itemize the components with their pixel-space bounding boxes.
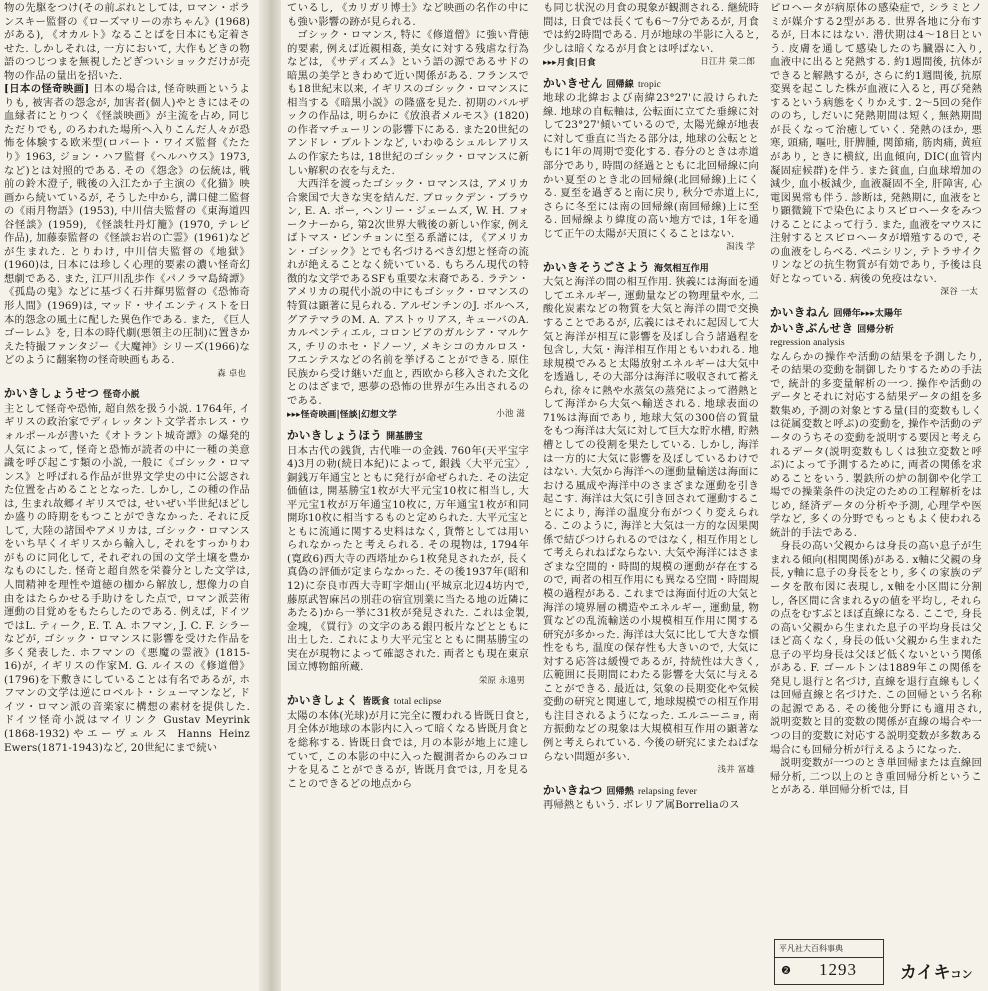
- headword: かいきせん: [543, 75, 603, 90]
- entry-kaiki-sen: [543, 77, 759, 255]
- entry-body: 再帰熱ともいう. ボレリア属Borreliaのス: [543, 799, 740, 812]
- column-3: [543, 2, 759, 957]
- entry-body: 日本古代の銭貨, 古代唯一の金銭. 760年(天平宝字4)3月の勅(続日本紀)によって, 銀銭〈大平元宝〉, 銅銭万年通宝とともに発行が命ぜられた. その法定価値は, 開基勝宝1枚が大平元宝10枚に相当し, 大平元宝1枚が万年通宝10枚に, 万年通宝1枚が和同開珎10枚に相当するものと定められた. 大平元宝とともに流通に関する史料はなく, 貨幣としては用いられなかったと考えられる. その現物は, 1794年(寛政6)西大寺の西塔址から1枚発見されたが, 長く真偽の評価が定まらなかった. その後1937年(昭和12)に奈良市西大寺町字畑山(平城京北辺4坊内で, 藤原武智麻呂の別荘の宿宜別業に当たる地の近隣にあたる)から一挙に31枚が発見された. これは金製, 金塊, 《買行》の文字のある銀円板片などとともに出土した. これにより大平元宝とともに開基勝宝の実在が現物によって確認された. 両者とも現在東京国立博物館所蔵.: [287, 444, 529, 674]
- headword: かいきしょうほう: [287, 427, 383, 442]
- page-gutter: [259, 0, 281, 991]
- entry-body: 主として怪奇や恐怖, 超自然を扱う小説. 1764年, イギリスの政治家でディレッタント文学者ホレス・ウォルポールが書いた《オトラント城奇譚》の爆発的人気によって, 怪奇と恐怖が読者の中に一種の美意識を呼び起こす類の小説, 一般に《ゴシック・ロマンス》と呼ばれる作品が世界文学史の中に公認された位置を占めることとなった. しかし, この種の作品は, 生まれ故郷イギリスでは, せいぜい半世紀ほどしか盛りの時期をもつことができなかった. それに反して, 大陸の諸国やアメリカは, ゴシック・ロマンスをいち早くイギリスから輸入し, それをすっかりわがものに同化して, それぞれの国の文学土壌を豊かなものにした. 怪奇と超自然を栄養分とした文学は, 人間精神を理性や道徳の枷から解放し, 想像力の自由をはたらかせる手助けをした点で, ロマン派芸術運動の目覚めをもたらしたのである. 例えば, ドイツではL. ティーク, E. T. A. ホフマン, J. C. F. シラーなどが, ゴシック・ロマンスに影響を受けた作品を多く発表した. ホフマンの《悪魔の霊液》(1815-16)が, イギリスの作家M. G. ルイスの《修道僧》(1796)を下敷きにしていることは有名であるが, ホフマンの文学は逆にロベルト・シューマンなど, ドイツ・ロマン派の音楽家に構想の素材を提供した. ドイツ怪奇小説はマイリンク Gustav Meyrink (1868-1932)やエーヴェルス Hanns Heinz Ewers(1871-1943)など, 20世紀にまで続い: [4, 402, 250, 754]
- entry-body: 地球の北緯および南緯23°27'に設けられた線. 地球の自転軸は, 公転面に立てた垂線に対して23°27'傾いているので, 太陽光線が地表に対して垂直に当たる部分は, 地球の公転とともに1年の周期で変化する. 春分のときは赤道部分であり, 時間の経過とともに北回帰線に向かい夏至のとき北の回帰線(北回帰線)上にくる. 夏至を過ぎると南に戻り, 秋分で赤道上に, さらに冬至には南の回帰線(南回帰線)上に至る. 回帰線より緯度の高い地方では, 1年を通じて正午の太陽が天頂にくることはない.: [543, 92, 759, 240]
- english-term: tropic: [637, 79, 661, 90]
- headword: かいきそうごさよう: [543, 259, 651, 274]
- english-term: regression analysis: [770, 338, 845, 349]
- author-credit: 深谷 一太: [940, 287, 978, 298]
- headword-kanji: 開基勝宝: [386, 431, 423, 442]
- author-credit: 小池 滋: [496, 409, 525, 420]
- headword: かいきしょく: [287, 693, 359, 708]
- paragraph: ゴシック・ロマンス, 特に《修道僧》に強い背徳的要素, 例えば近親相姦, 美女に対する残虐な行為などは, 《サディズム》という語の源であるサドの暗黒の美学ときわめて近い関係がある. フランスでも18世紀末以来, イギリスのゴシック・ロマンスに相当する《暗黒小説》の隆盛を見た. 初期のバルザックの作品は, 明らかに《放浪者メルモス》(1820)の作者マチューリンの影響下にある. また20世紀のアンドレ・ブルトンなど, いわゆるシュルレアリスムの作家たちは, 18世紀のゴシック・ロマンスに新しい解釈の衣を与えた.: [287, 29, 529, 177]
- volume-mark: ❷: [781, 964, 791, 977]
- page-footer-box: [774, 939, 884, 985]
- headword-kanji: 回帰熱: [606, 786, 634, 797]
- index-end: コン: [950, 968, 973, 981]
- headword-kanji: 怪奇小説: [103, 390, 140, 401]
- entry-body: 大気と海洋の間の相互作用. 狭義には海面を通してエネルギー, 運動量などの物理量や水, 二酸化炭素などの物質を大気と海洋の間で交換することであるが, 広義にはそれに起因して大気と海洋が相互に影響を及ぼし合う諸過程を包含し, 大気・海洋相互作用ともいわれる. 地球規模でみると太陽放射エネルギーは大気中を透過し, その大部分は海洋に吸収されて蓄えられ, 徐々に熱や水蒸気の蒸発によって潜熱として海洋から大気へ輸送される. 地球表面の71%は海面であり, 地球大気の300倍の質量をもつ海洋は大気に対して巨大な貯水槽, 貯熱槽としての役割を果たしている. しかし, 海洋は一方的に大気に影響を及ぼしているわけではない. 大気から海洋への運動量輸送は海面における風成や海洋中のさまざまな運動を引き起こす. 海洋は大気に引き回されて運動することにより, 海洋の温度分布がつくり変えられる. このように, 海洋と大気は一方的な因果関係で結びつけられるのではなく, 相互作用として考えられねばならない. 大気や海洋にはさまざまな空間的・時間的規模の運動が存在するので, 両者の相互作用にも異なる空間・時間規模の過程がある. これまでは海面付近の大気と海洋の境界層の構造やエネルギー, 運動量, 物質などの乱流輸送の小規模相互作用に関する研究が多かった. 海洋は大気に比して大きな慣性をもち, 温度の保存性も大きいので, 大気に対する応答は緩慢であるが, 持続性は大きく, 広範囲に長期間にわたる影響を大気に与えることができる. 最近は, 気象の長期変化や気候変動の研究と関連して, 地球規模での相互作用も注目されるようになった. エルニーニョ, 南方振動などの現象は大規模相互作用の顕著な例と考えられている. 今後の研究にまたねばならない問題が多い.: [543, 276, 759, 763]
- author-credit: 森 卓也: [217, 368, 246, 379]
- entry-kaiki-bunseki: [770, 322, 982, 798]
- paragraph: 日本の場合は, 怪奇映画というよりも, 被害者の怨念が, 加害者(個人)やときにはその血縁者にとりつく《怪談映画》が主流を占め, 同じただりでも, のろわれた場所へ入りこんだ人々が恐怖を体験する欧米型(ロバート・ワイズ監督《たたり》1963, ジョン・ハフ監督《ヘルハウス》1973, など)とは対照的である. その《怨念》の伝統は, 戦前の鈴木澄子, 戦後の入江たか子主演の《化猫》映画から続いているが, そうした中から, 溝口健二監督の《雨月物語》(1953), 中川信夫監督の《東海道四谷怪談》(1959), 《怪談牡丹灯籠》(1970, テレビ作品), 加藤泰監督の《怪談お岩の亡霊》(1961)などが生まれた. とりわけ, 中川信夫監督の《地獄》(1960)は, 日本には珍しく心理的要素の濃い怪奇幻想劇である. また, 江戸川乱歩作《パノラマ島綺譚》《孤島の鬼》などに基づく石井輝男監督の《恐怖奇形人間》(1969)は, マッド・サイエンティストを日本的怨念の風土に配した異色作である. また, 《巨人ゴーレム》を, 日本の時代劇(悪領主の圧制)に置きかえた特撮ファンタジー《大魔神》シリーズ(1966)などのように翻案物の怪奇映画もある.: [4, 83, 250, 367]
- entry-body: なんらかの操作や活動の結果を予測したり, その結果の変動を制御したりするための手法で, 統計的多変量解析の一つ. 操作や活動のデータとそれに対応する結果データの組を多数集め, 予測の対象とする量(目的変数もしくは従属変数と呼ぶ)の変動を, 操作や活動のデータのうちその変動を説明する要因と考えられるデータ(説明変数もしくは独立変数と呼ぶ)によって予測するために, 両者の関係を求めることをいう. 製鉄所の炉の制御や化学工場での操業条件の決定のための工程解析をはじめ, 経済データの分析や予測, 心理学や医学など, 多くの分野でもっともよく使われる統計的手法である.: [770, 350, 982, 539]
- english-term: total eclipse: [393, 697, 442, 708]
- entry-kaiki-shousetsu: [4, 387, 250, 755]
- entry-kaiki-netsu: [543, 784, 759, 813]
- author-credit: 栄原 永遠男: [478, 675, 525, 686]
- cross-reference: ▸▸▸月食|日食: [543, 58, 596, 69]
- entry-body: 太陽の本体(光球)が月に完全に覆われる皆既日食と, 月全体が地球の本影内に入って暗くなる皆既月食とを総称する. 皆既日食では, 月の本影が地上に達していて, この本影の中に入った観測者からのみコロナを見ることができるが, 皆既月食では, 月を見ることのできるどの地点から: [287, 709, 529, 790]
- index-main: カイキ: [900, 963, 951, 983]
- headword-kanji: 海気相互作用: [654, 263, 709, 274]
- headword: かいきぶんせき: [770, 320, 854, 335]
- author-credit: 日江井 榮二郎: [700, 57, 755, 68]
- encyclopedia-name: 平凡社大百科事典: [779, 944, 843, 953]
- column-4: [770, 2, 982, 957]
- author-credit: 浅井 冨雄: [717, 765, 755, 776]
- headword-kanji: 回帰線: [606, 79, 634, 90]
- author-credit: 潟浅 学: [726, 242, 755, 253]
- section-label: [日本の怪奇映画]: [4, 83, 90, 96]
- headword-kanji: 皆既食: [362, 697, 390, 708]
- headword: かいきしょうせつ: [4, 386, 100, 401]
- paragraph: も同じ状況の月食の現象が観測される. 継続時間は, 日食では長くても6～7分であるが, 月食では約2時間である. 月が地球の半影に入ると, 少しは暗くなるが月食とは呼ばない.: [543, 2, 759, 55]
- entry-kaiki-sougosayou: [543, 261, 759, 778]
- running-index: [900, 958, 973, 983]
- cross-reference: ▸▸▸怪奇映画|怪談|幻想文学: [287, 410, 397, 421]
- page-number: 1293: [819, 960, 857, 979]
- headword: かいきねつ: [543, 782, 603, 797]
- headword-kanji: 回帰分析: [857, 324, 894, 335]
- entry-kaiki-shouhou: [287, 429, 529, 688]
- column-2: [287, 2, 529, 957]
- paragraph: 物の先駆をつけ(その前ぶれとしては, ロマン・ポランスキー監督の《ローズマリーの赤ちゃん》(1968)がある), 《オカルト》なることばを日本にも定着させた. しかしそれは, 一方において, 大作もどきの物語のつじつまを無視したどぎついショックだけが売物の作品の量出を招いた.: [4, 2, 250, 82]
- paragraph: 身長の高い父親からは身長の高い息子が生まれる傾向(相関関係)がある. x軸に父親の身長, y軸に息子の身長をとり, 多くの家族のデータを散布図に表現し, x軸を小区間に分割し, 各区間に含まれるyの値を平均し, それらの点をむすぶとほぼ直線になる. ここで, 身長の高い父親から生まれた息子の平均身長は父ほど高くなく, 身長の低い父親から生まれた息子の平均身長は父ほど低くないという関係がある. F. ゴールトンは1889年この関係を発見し退行と名づけ, 直線を退行直線もしくは回帰直線と名づけた. この回帰という名称の起源である. その後他分野にも適用され, 説明変数と目的変数の関係が直線の場合や一つの目的変数に対応する説明変数が多数ある場合にも回帰分析が行えるようになった.: [770, 540, 982, 756]
- entry-kaiki-shoku: [287, 694, 529, 791]
- footer-divider: [775, 957, 883, 958]
- entry-kaiki-nen: [770, 306, 982, 322]
- paragraph: 大西洋を渡ったゴシック・ロマンスは, アメリカ合衆国で大きな実を結んだ. ブロックデン・ブラウン, E. A. ポー, ヘンリー・ジェームズ, W. H. フォークナーから, 第2次世界大戦後の新しい作家, 例えばトマス・ピンチョンに至る系譜には, 《アメリカン・ゴシック》とでも名づけるべき幻想と怪奇の流れが絶えることなく続いている. もちろん現代の特徴的な文学であるSFも重要な末裔である. ラテン・アメリカの現代小説の中にもゴシック・ロマンスの特質は顕著に見られる. アルゼンチンのJ. ボルヘス, グアテマラのM. A. アストゥリアス, キューバのA. カルペンティエル, コロンビアのガルシア・マルケス, チリのホセ・ドノーソ, メキシコのカルロス・フエンテスなどの名前を挙げることができる. 原住民族から受け継いだ血と, 西欧から移入された文化とのはざまで, 悪夢の恐怖の世界が生み出されるのである.: [287, 178, 529, 407]
- paragraph: 説明変数が一つのとき単回帰または直線回帰分析, 二つ以上のとき重回帰分析ということがある. 単回帰分析では, 目: [770, 757, 982, 797]
- english-term: relapsing fever: [637, 786, 697, 797]
- paragraph: ピロヘータが病原体の感染症で, シラミとノミが媒介する2型がある. 世界各地に分布するが, 日本にはない. 潜伏期は4～18日という. 皮膚を通して感染したのち臓器に入り, 血液中に出ると発熱する. 約1週間後, 抗体ができると解熱するが, さらに約1週間後, 抗原変異を起こした株が血液に入ると, 再び発熱するという病態をくりかえす. 2～5回の発作ののち, しだいに発熱期間は短く, 無熱期間が長くなって治癒していく. 発熱のほか, 悪寒, 頭痛, 嘔吐, 肝脾腫, 関節痛, 筋肉痛, 黄疸があり, ときに横紋, 出血傾向, DIC(血管内凝固症候群)を伴う. また貧血, 白血球増加の減少, 血小板減少, 血液凝固不全, 肝障害, 心電図異常も伴う. 診断は, 発熱期に, 血液をとり顕微鏡下で染色によりスピロヘータをみつけることによって行う. また, 血液をマウスに注射するとスピロヘータが増殖するので, その血液をしらべる. ペニシリン, テトラサイクリンなどの抗生物質が有効であり, 予後は良好となっている. 病後の免疫はない.: [770, 2, 982, 285]
- column-1: [4, 2, 250, 957]
- paragraph: ているし, 《カリガリ博士》など映画の名作の中にも強い影響の跡が見られる.: [287, 2, 529, 28]
- headword: かいきねん: [770, 305, 830, 320]
- cross-reference: 回帰年▸▸▸太陽年: [833, 309, 903, 320]
